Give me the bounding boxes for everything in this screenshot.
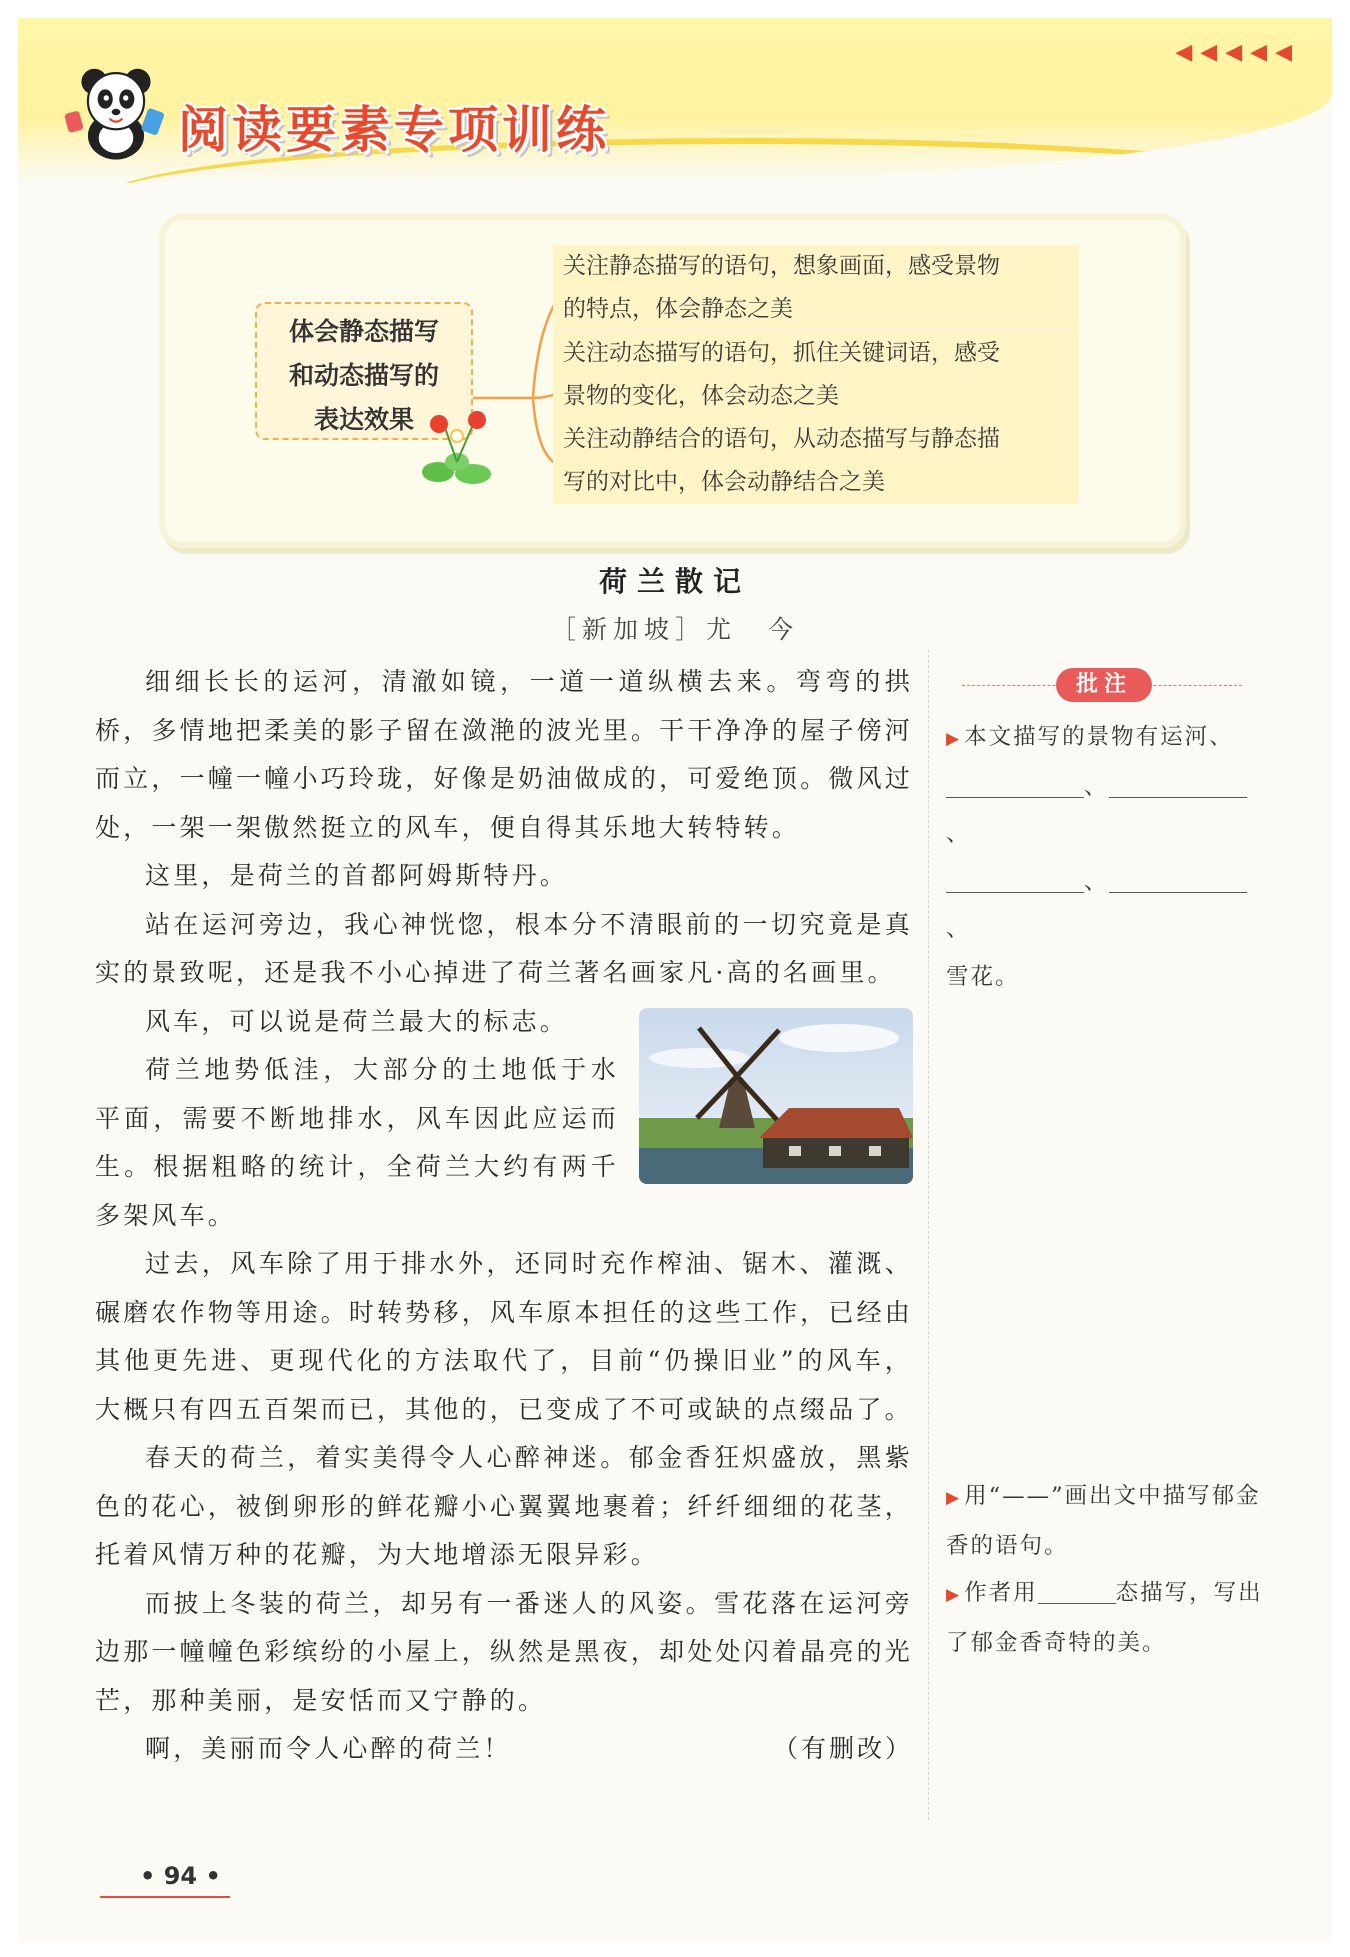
annotation-header: [962, 668, 1242, 704]
edited-note: （有删改）: [772, 1734, 913, 1763]
question-3-prefix: 作者用: [964, 1580, 1038, 1606]
paragraph: 细细长长的运河，清澈如镜，一道一道纵横去来。弯弯的拱桥，多情地把柔美的影子留在潋滟的波光里。干干净净的屋子傍河而立，一幢一幢小巧玲珑，好像是奶油做成的，可爱绝顶。微风过处，一架一架傲然挺立的风车，便自得其乐地大转特转。: [95, 667, 913, 842]
separator: 、: [1084, 773, 1109, 800]
paragraph: 站在运河旁边，我心神恍惚，根本分不清眼前的一切究竟是真实的景致呢，还是我不小心掉进了荷兰著名画家凡·高的名画里。: [95, 909, 913, 987]
triangle-bullet-icon: ▶: [946, 1585, 962, 1605]
article-title: 荷兰散记: [598, 565, 751, 598]
question-2-text: 用“——”画出文中描写郁金香的语句。: [946, 1483, 1261, 1559]
concept-map: [165, 220, 1180, 542]
concept-item-combined: [553, 418, 1079, 504]
concept-item-line: 关注静态描写的语句，想象画面，感受景物: [563, 253, 1000, 279]
answer-blank[interactable]: [946, 769, 1084, 798]
question-1-end: 雪花。: [946, 963, 1020, 990]
concept-item-line: 的特点，体会静态之美: [563, 296, 793, 322]
closing-sentence: 啊，美丽而令人心醉的荷兰！: [145, 1734, 512, 1763]
concept-item-static: [553, 245, 1079, 331]
separator: 、: [946, 821, 971, 847]
question-2: [946, 1473, 1264, 1570]
column-divider: [928, 650, 929, 1820]
answer-blank[interactable]: [946, 864, 1084, 893]
banner-title: 阅读要素专项训练: [178, 101, 610, 159]
concept-core-line: 体会静态描写: [288, 317, 439, 346]
arrow-decoration: ◀◀◀◀◀: [1175, 40, 1300, 65]
triangle-bullet-icon: ▶: [946, 729, 962, 749]
paragraph: 这里，是荷兰的首都阿姆斯特丹。: [145, 861, 569, 890]
concept-item-line: 关注动态描写的语句，抓住关键词语，感受: [563, 340, 1000, 366]
answer-blank[interactable]: [1109, 864, 1247, 893]
paragraph-last: [95, 1725, 913, 1774]
paragraph: 荷兰地势低洼，大部分的土地低于水平面，需要不断地排水，风车因此应运而生。根据粗略的统计，全荷兰大约有两千多架风车。: [95, 1055, 619, 1230]
panda-mascot-icon: [62, 58, 170, 166]
concept-item-line: 关注动静结合的语句，从动态描写与静态描: [563, 426, 1000, 452]
annotation-badge: 批注: [1056, 668, 1152, 702]
question-1-text: 本文描写的景物有运河、: [964, 724, 1234, 750]
triangle-bullet-icon: ▶: [946, 1488, 962, 1508]
answer-blank[interactable]: [1038, 1575, 1116, 1604]
separator: 、: [946, 916, 971, 942]
concept-item-line: 景物的变化，体会动态之美: [563, 383, 839, 409]
article-author: ［新加坡］尤 今: [550, 615, 799, 644]
concept-core-line: 和动态描写的: [288, 361, 439, 390]
question-3: [946, 1570, 1264, 1667]
windmill-photo: [639, 1008, 913, 1184]
question-3-suffix: 态描写，写出了郁金香奇特的美。: [946, 1580, 1263, 1656]
paragraph: 而披上冬装的荷兰，却另有一番迷人的风姿。雪花落在运河旁边那一幢幢色彩缤纷的小屋上，纵然是黑夜，却处处闪着晶亮的光芒，那种美丽，是安恬而又宁静的。: [95, 1588, 913, 1715]
page-number: [100, 1862, 230, 1900]
concept-item-line: 写的对比中，体会动静结合之美: [563, 469, 885, 495]
concept-item-dynamic: [553, 332, 1079, 418]
page-number-text: • 94 •: [140, 1862, 221, 1890]
paragraph: 过去，风车除了用于排水外，还同时充作榨油、锯木、灌溉、碾磨农作物等用途。时转势移，风车原本担任的这些工作，已经由其他更先进、更现代化的方法取代了，目前“仍操旧业”的风车，大概只有四五百架而已，其他的，已变成了不可或缺的点缀品了。: [95, 1249, 913, 1424]
paragraph: 春天的荷兰，着实美得令人心醉神迷。郁金香狂炽盛放，黑紫色的花心，被倒卵形的鲜花瓣小心翼翼地裹着；纤纤细细的花茎，托着风情万种的花瓣，为大地增添无限异彩。: [95, 1443, 913, 1569]
page-number-underline: [100, 1896, 230, 1898]
strawberry-plant-icon: [413, 402, 503, 492]
answer-blank[interactable]: [1109, 769, 1247, 798]
paragraph: 风车，可以说是荷兰最大的标志。: [145, 1006, 569, 1036]
question-1: [946, 714, 1264, 1001]
separator: 、: [1084, 868, 1109, 895]
article-body: [95, 658, 913, 1774]
concept-core-line: 表达效果: [313, 405, 414, 434]
